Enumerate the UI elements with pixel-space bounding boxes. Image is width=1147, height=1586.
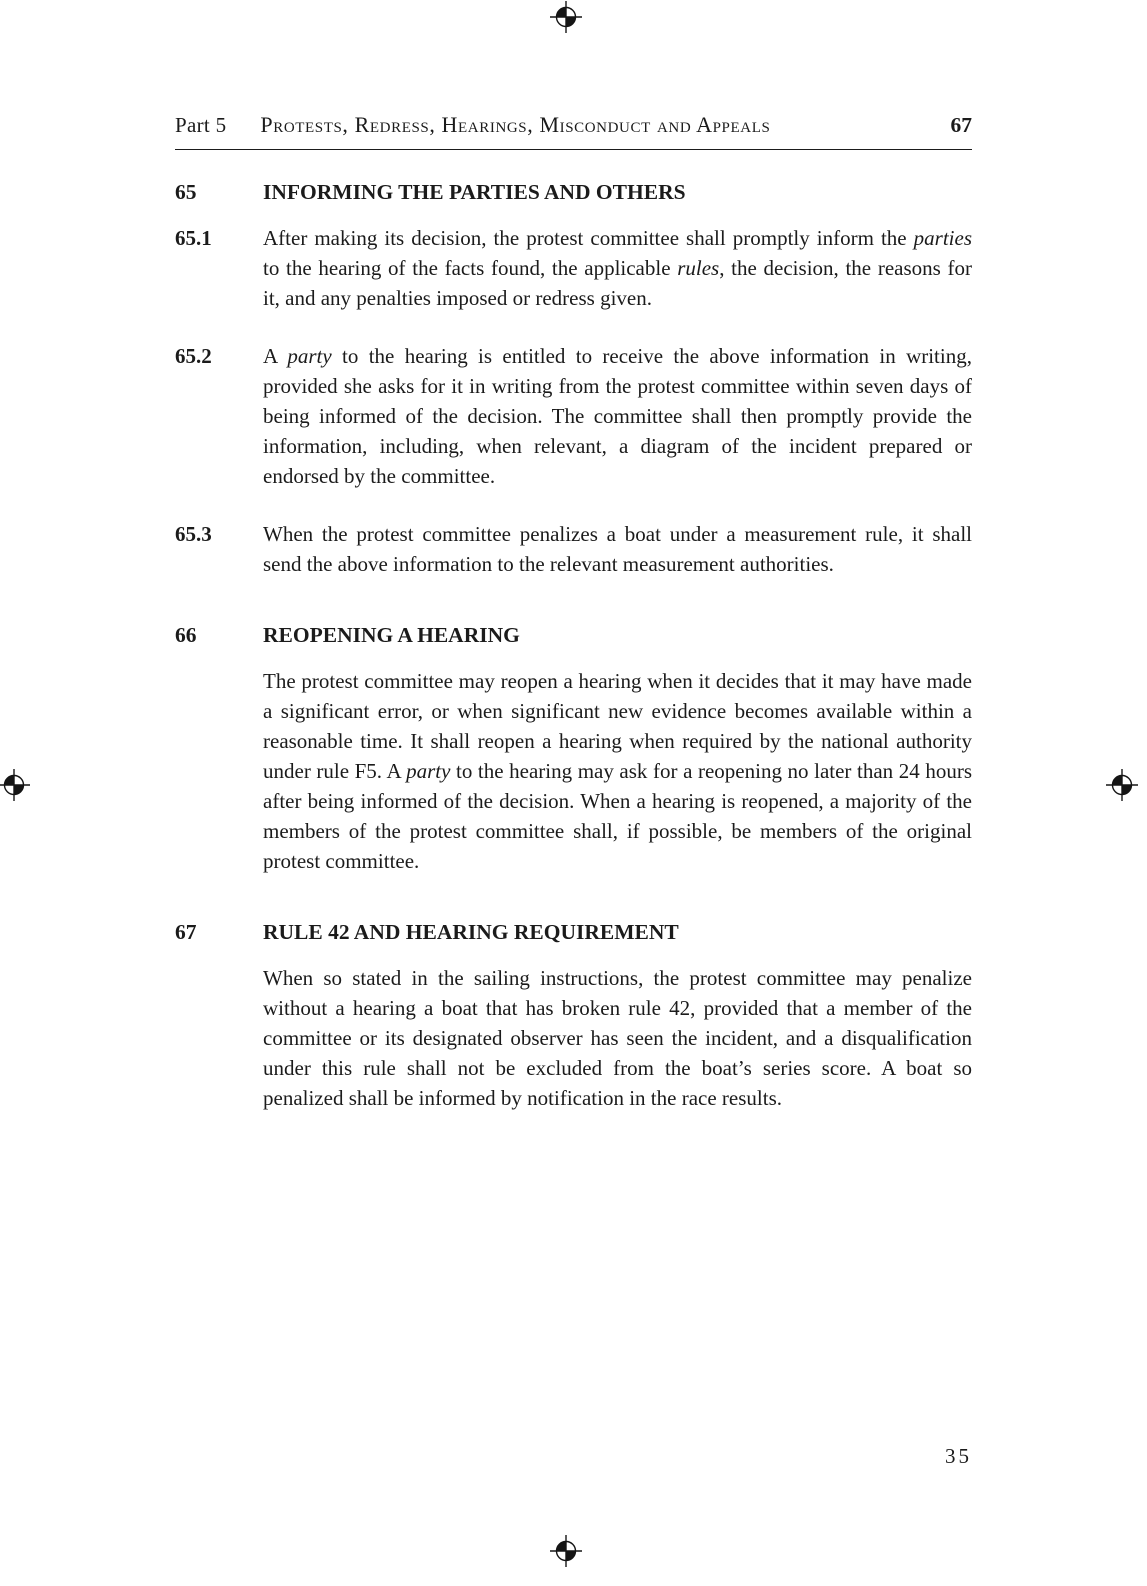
rule-heading [175, 620, 972, 650]
running-header [175, 112, 972, 138]
rule-number: 67 [175, 920, 197, 944]
rule-item-number: 65.1 [175, 226, 212, 250]
rule-number: 66 [175, 623, 197, 647]
registration-mark-bottom [549, 1534, 583, 1568]
registration-mark-icon [1105, 768, 1139, 802]
registration-mark-icon [549, 1534, 583, 1568]
rule-item-number [175, 963, 263, 1113]
rule-paragraph [175, 963, 972, 1113]
rule-item-65.3 [175, 519, 972, 579]
registration-mark-right [1105, 768, 1139, 802]
registration-mark-icon [549, 0, 583, 34]
rule-item-65.1 [175, 223, 972, 313]
registration-mark-icon [0, 768, 31, 802]
registration-mark-top [549, 0, 583, 34]
rule-item-text: After making its decision, the protest committee shall promptly inform the parties to the hearing of the facts found, the applicable rules, the decision, the reasons for it, and any penalties imposed or redress given. [263, 226, 972, 310]
part-label: Part 5 [175, 113, 227, 137]
page-number: 35 [945, 1444, 972, 1468]
registration-mark-left [0, 768, 31, 802]
rule-title: RULE 42 AND HEARING REQUIREMENT [263, 920, 679, 944]
rule-item-text: A party to the hearing is entitled to receive the above information in writing, provided she asks for it in writing from the protest committee within seven days of being informed of the decision. The committee shall then promptly provide the information, including, when relevant, a diagram of the incident prepared or endorsed by the committee. [263, 344, 972, 488]
rule-title: INFORMING THE PARTIES AND OTHERS [263, 180, 686, 204]
rule-item-number [175, 666, 263, 876]
rule-heading [175, 917, 972, 947]
rule-section-66 [175, 620, 972, 876]
rule-item-number: 65.3 [175, 522, 212, 546]
rule-paragraph [175, 666, 972, 876]
header-rule [175, 149, 972, 150]
rule-item-text: When so stated in the sailing instructions, the protest committee may penalize without a hearing a boat that has broken rule 42, provided that a member of the committee or its designated observer has seen the incident, and a disqualification under this rule shall not be excluded from the boat’s series score. A boat so penalized shall be informed by notification in the race results. [263, 966, 972, 1110]
rule-item-number: 65.2 [175, 344, 212, 368]
rule-heading [175, 177, 972, 207]
rule-section-65 [175, 177, 972, 579]
rule-section-67 [175, 917, 972, 1113]
rule-title: REOPENING A HEARING [263, 623, 520, 647]
rule-item-65.2 [175, 341, 972, 491]
rule-item-text: When the protest committee penalizes a boat under a measurement rule, it shall send the above information to the relevant measurement authorities. [263, 522, 972, 576]
header-page-ref: 67 [950, 113, 972, 137]
rule-item-text: The protest committee may reopen a hearing when it decides that it may have made a significant error, or when significant new evidence becomes available within a reasonable time. It shall reopen a hearing when required by the national authority under rule F5. A party to the hearing may ask for a reopening no later than 24 hours after being informed of the decision. When a hearing is reopened, a majority of the members of the protest committee shall, if possible, be members of the original protest committee. [263, 669, 972, 873]
header-title: Protests, Redress, Hearings, Misconduct and Appeals [260, 112, 771, 137]
rule-number: 65 [175, 180, 197, 204]
document-body [175, 171, 972, 1113]
